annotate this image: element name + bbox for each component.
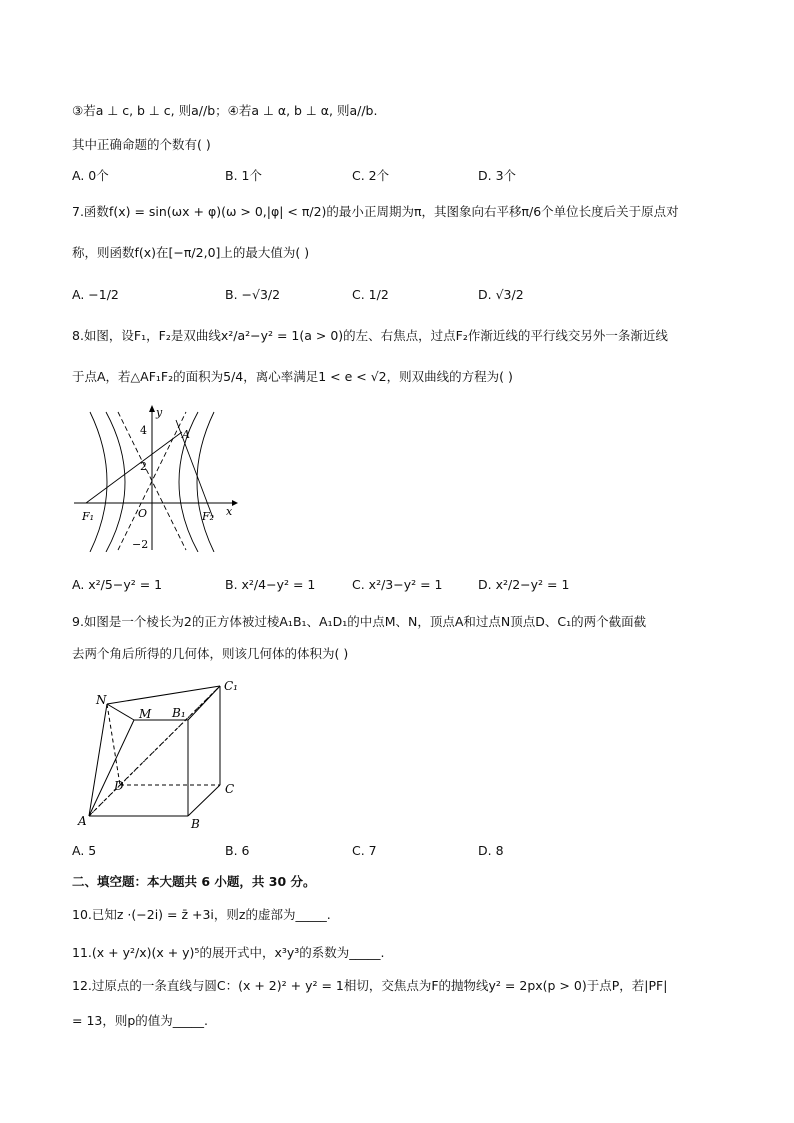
label-x: x (226, 505, 233, 518)
label-b: B (191, 817, 200, 831)
label-c: C (225, 782, 235, 796)
q8-options (72, 577, 732, 595)
q9-option-d: D. 8 (478, 843, 504, 858)
q9-options (72, 843, 732, 861)
q7-option-d: D. √3/2 (478, 287, 524, 302)
q7-stem-line1: 7.函数f(x) = sin(ωx + φ)(ω > 0,|φ| < π/2)的最小正周期为π，其图象向右平移π/6个单位长度后关于原点对 (72, 204, 679, 219)
tick-label-neg2: −2 (132, 538, 149, 551)
cube-solid-figure (70, 673, 250, 833)
label-f2: F₂ (202, 510, 215, 523)
label-a: A (78, 814, 87, 828)
q7-options (72, 287, 732, 305)
q10-stem: 10.已知z ·(−2i) = z̄ +3i，则z的虚部为_____. (72, 907, 331, 922)
q6-prompt: 其中正确命题的个数有( ) (72, 137, 211, 152)
q8-stem-line1: 8.如图，设F₁，F₂是双曲线x²/a²−y² = 1(a > 0)的左、右焦点，过点F₂作渐近线的平行线交另外一条渐近线 (72, 328, 668, 343)
q7-stem-line2: 称，则函数f(x)在[−π/2,0]上的最大值为( ) (72, 245, 310, 260)
q8-option-d: D. x²/2−y² = 1 (478, 577, 570, 592)
edge-b-c (188, 785, 220, 816)
q6-option-c: C. 2个 (352, 168, 390, 183)
q8-option-a: A. x²/5−y² = 1 (72, 577, 163, 592)
q8-stem-line2: 于点A，若△AF₁F₂的面积为5/4，离心率满足1 < e < √2，则双曲线的方程为( ) (72, 369, 513, 384)
label-m: M (139, 707, 152, 721)
q12-stem-line1: 12.过原点的一条直线与圆C：(x + 2)² + y² = 1相切，交焦点为F的抛物线y² = 2px(p > 0)于点P，若|PF| (72, 978, 668, 993)
q7-option-c: C. 1/2 (352, 287, 389, 302)
tick-label-2: 2 (140, 460, 147, 473)
label-a: A (182, 428, 190, 441)
q11-stem: 11.(x + y²/x)(x + y)⁵的展开式中，x³y³的系数为_____. (72, 945, 385, 960)
edge-n-a (89, 704, 107, 816)
section-heading-fill-in: 二、填空题：本大题共 6 小题，共 30 分。 (72, 874, 316, 889)
label-b1: B₁ (172, 706, 186, 720)
y-axis-arrow (149, 405, 155, 412)
q6-option-d: D. 3个 (478, 168, 517, 183)
segment-f1-a (86, 432, 182, 503)
label-n: N (96, 693, 107, 707)
q7-option-b: B. −√3/2 (225, 287, 281, 302)
q8-option-b: B. x²/4−y² = 1 (225, 577, 316, 592)
label-o: O (138, 507, 148, 520)
q6-option-b: B. 1个 (225, 168, 262, 183)
q9-stem-line2: 去两个角后所得的几何体，则该几何体的体积为( ) (72, 646, 349, 661)
tick-label-4: 4 (140, 424, 147, 437)
label-c1: C₁ (224, 679, 238, 693)
x-axis-arrow (232, 500, 238, 506)
edge-n-m (107, 704, 134, 720)
q6-options (72, 166, 732, 184)
hyperbola-left-inner (106, 412, 125, 552)
label-d: D (114, 779, 124, 793)
hyperbola-figure (70, 402, 240, 552)
q9-option-b: B. 6 (225, 843, 250, 858)
hyperbola-left-outer (90, 412, 107, 552)
q9-stem-line1: 9.如图是一个棱长为2的正方体被过棱A₁B₁、A₁D₁的中点M、N，顶点A和过点N顶点D、C₁的两个截面截 (72, 614, 647, 629)
q6-statement-tail: ③若a ⊥ c, b ⊥ c, 则a//b；④若a ⊥ α, b ⊥ α, 则a//b. (72, 103, 378, 118)
q6-option-a: A. 0个 (72, 168, 109, 183)
label-f1: F₁ (82, 510, 95, 523)
edge-n-c1 (107, 686, 220, 704)
q12-stem-line2: = 13，则p的值为_____. (72, 1013, 209, 1028)
label-y: y (156, 406, 163, 419)
q9-option-c: C. 7 (352, 843, 377, 858)
q7-option-a: A. −1/2 (72, 287, 119, 302)
q9-option-a: A. 5 (72, 843, 97, 858)
q8-option-c: C. x²/3−y² = 1 (352, 577, 443, 592)
